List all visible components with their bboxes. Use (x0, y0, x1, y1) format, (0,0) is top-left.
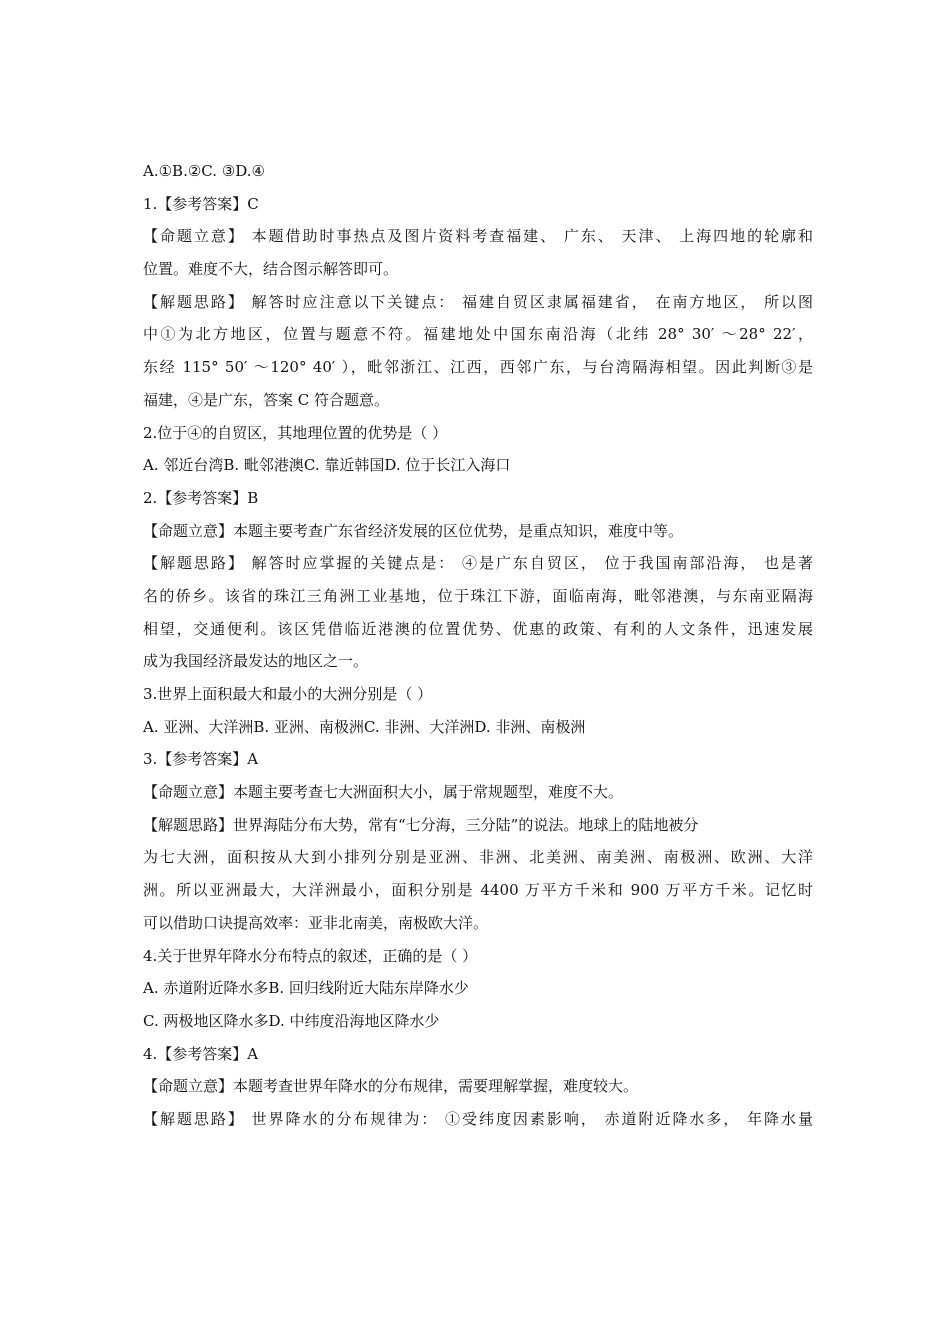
solution-q2-line-3: 相望，交通便利。该区凭借临近港澳的位置优势、优惠的政策、有利的人文条件，迅速发展 (143, 619, 813, 638)
solution-q2-line-1: 【解题思路】 解答时应掌握的关键点是： ④是广东自贸区， 位于我国南部沿海， 也是著 (143, 554, 813, 573)
options-q4-line-1: A. 赤道附近降水多B. 回归线附近大陆东岸降水少 (143, 979, 469, 998)
intent-q4: 【命题立意】本题考查世界年降水的分布规律，需要理解掌握，难度较大。 (143, 1077, 639, 1096)
question-2: 2.位于④的自贸区，其地理位置的优势是（ ） (143, 423, 448, 442)
solution-q3-line-3: 洲。所以亚洲最大，大洋洲最小，面积分别是 4400 万平方千米和 900 万平方千米。记忆时 (143, 881, 813, 900)
solution-q3-line-4: 可以借助口诀提高效率：亚非北南美，南极欧大洋。 (143, 913, 489, 932)
answer-options-q0: A.①B.②C. ③D.④ (143, 162, 265, 180)
answer-key-q2: 2.【参考答案】B (143, 488, 259, 507)
solution-q1-line-4: 福建，④是广东，答案 C 符合题意。 (143, 390, 390, 409)
question-3: 3.世界上面积最大和最小的大洲分别是（ ） (143, 685, 433, 703)
document-body (143, 160, 813, 1141)
answer-key-q1: 1.【参考答案】C (143, 194, 259, 213)
solution-q2-line-4: 成为我国经济最发达的地区之一。 (143, 652, 369, 671)
solution-q2-line-2: 名的侨乡。该省的珠江三角洲工业基地，位于珠江下游，面临南海，毗邻港澳，与东南亚隔海 (143, 586, 813, 605)
answer-key-q3: 3.【参考答案】A (143, 750, 259, 769)
question-4: 4.关于世界年降水分布特点的叙述，正确的是（ ） (143, 946, 478, 965)
intent-q1-line-2: 位置。难度不大，结合图示解答即可。 (143, 260, 399, 279)
solution-q4-line-1: 【解题思路】 世界降水的分布规律为： ①受纬度因素影响， 赤道附近降水多， 年降水量 (143, 1109, 813, 1128)
solution-q1-line-3: 东经 115° 50′ ～120° 40′ ），毗邻浙江、江西，西邻广东，与台湾隔海相望。因此判断③是 (143, 358, 813, 377)
solution-q3-line-2: 为七大洲，面积按从大到小排列分别是亚洲、非洲、北美洲、南美洲、南极洲、欧洲、大洋 (143, 848, 813, 867)
options-q2: A. 邻近台湾B. 毗邻港澳C. 靠近韩国D. 位于长江入海口 (143, 456, 511, 475)
solution-q1-line-2: 中①为北方地区，位置与题意不符。福建地处中国东南沿海（北纬 28° 30′ ～28° 22′， (143, 325, 813, 344)
intent-q3: 【命题立意】本题主要考查七大洲面积大小，属于常规题型，难度不大。 (143, 783, 624, 802)
solution-q1-line-1: 【解题思路】 解答时应注意以下关键点： 福建自贸区隶属福建省， 在南方地区， 所以图 (143, 292, 813, 311)
options-q3: A. 亚洲、大洋洲B. 亚洲、南极洲C. 非洲、大洋洲D. 非洲、南极洲 (143, 717, 586, 736)
intent-q2: 【命题立意】本题主要考查广东省经济发展的区位优势，是重点知识，难度中等。 (143, 521, 684, 540)
solution-q3-line-1: 【解题思路】世界海陆分布大势，常有“七分海，三分陆”的说法。地球上的陆地被分 (143, 815, 699, 834)
options-q4-line-2: C. 两极地区降水多D. 中纬度沿海地区降水少 (143, 1011, 440, 1030)
intent-q1-line-1: 【命题立意】 本题借助时事热点及图片资料考查福建、 广东、 天津、 上海四地的轮廓和 (143, 227, 813, 246)
answer-key-q4: 4.【参考答案】A (143, 1044, 259, 1063)
